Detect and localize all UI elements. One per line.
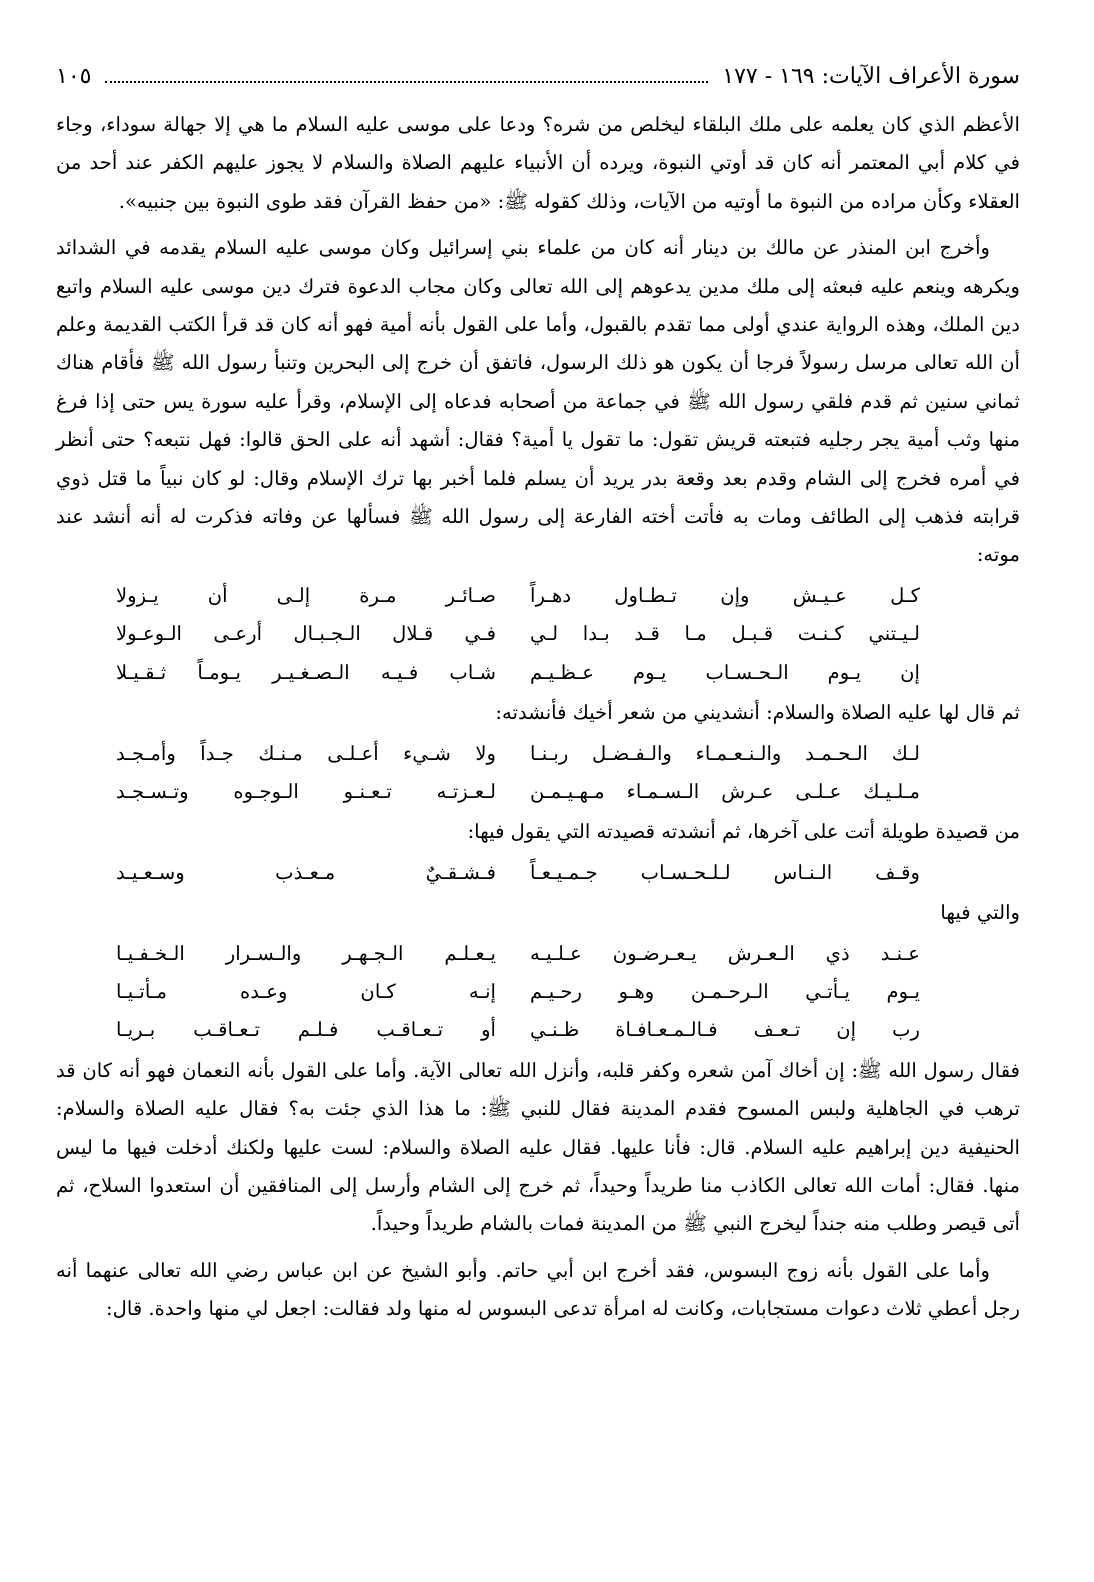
- paragraph-1: الأعظم الذي كان يعلمه على ملك البلقاء ليخلص من شره؟ ودعا على موسى عليه السلام ما هي إلا جهالة سوداء، وجاء في كلام أبي المعتمر أنه كان قد أوتي النبوة، ويرده أن الأنبياء عليهم الصلاة والسلام لا يجوز عليهم الكفر عند أحد من العقلاء وكأن مراده من النبوة ما أوتيه من الآيات، وذلك كقوله ﷺ: «من حفظ القرآن فقد طوى النبوة بين جنبيه».: [56, 113, 1020, 213]
- paragraph-4: وأما على القول بأنه زوج البسوس، فقد أخرج ابن أبي حاتم. وأبو الشيخ عن ابن عباس رضي الله تعالى عنهما أنه رجل أعطي ثلاث دعوات مستجابات، وكانت له امرأة تدعى البسوس له منها ولد فقالت: اجعل لي منها واحدة. قال:: [56, 1258, 1020, 1321]
- paragraph-2: وأخرج ابن المنذر عن مالك بن دينار أنه كان من علماء بني إسرائيل وكان موسى عليه السلام يقدمه في الشدائد ويكرهه وينعم عليه فبعثه إلى ملك مدين يدعوهم إلى الله تعالى وكان مجاب الدعوة فترك دين موسى عليه السلام واتبع دين الملك، وهذه الرواية عندي أولى مما تقدم بالقبول، وأما على القول بأنه أمية فهو أنه كان قد قرأ الكتب القديمة وعلم أن الله تعالى مرسل رسولاً فرجا أن يكون هو ذلك الرسول، فاتفق أن خرج إلى البحرين وتنبأ رسول الله ﷺ فأقام هناك ثماني سنين ثم قدم فلقي رسول الله ﷺ في جماعة من أصحابه فدعاه إلى الإسلام، وقرأ عليه سورة يس حتى إذا فرغ منها وثب أمية يجر رجليه فتبعته قريش تقول: ما تقول يا أمية؟ فقال: أشهد أنه على الحق قالوا: فهل نتبعه؟ حتى أنظر في أمره فخرج إلى الشام وقدم بعد وقعة بدر يريد أن يسلم فلما أخبر بها ترك الإسلام وقال: لو كان نبياً ما قتل ذوي قرابته فذهب إلى الطائف ومات به فأتت أخته الفارعة إلى رسول الله ﷺ فسألها عن وفاته فذكرت له أنه أنشد عند موته:: [56, 236, 1020, 567]
- verse-first-hemistich: لـيـتني كـنـت قـبـل مـا قـد بـدا لـي: [530, 622, 920, 646]
- page-number: ١٠٥: [56, 64, 92, 89]
- verse-line: [56, 615, 1020, 653]
- running-header: [56, 62, 1020, 92]
- poem-block-1: [56, 577, 1020, 692]
- verse-second-hemistich: ولا شـيء أعـلـى مـنـك جـداً وأمـجـد: [116, 741, 496, 765]
- poem-intro-2: ثم قال لها عليه الصلاة والسلام: أنشديني من شعر أخيك فأنشدته:: [495, 701, 1020, 725]
- poem-intro-3: من قصيدة طويلة أتت على آخرها، ثم أنشدته قصيدته التي يقول فيها:: [467, 820, 1020, 844]
- verse-second-hemistich: لـعـزتـه تـعـنـو الـوجـوه وتـسـجـد: [116, 779, 496, 803]
- poem-intro-4: والتي فيها: [940, 901, 1020, 925]
- verse-first-hemistich: لـك الـحـمـد والـنـعـمـاء والـفـضـل ربـنـا: [530, 741, 920, 765]
- verse-first-hemistich: يـوم يـأتـي الـرحـمـن وهـو رحـيـم: [530, 979, 920, 1003]
- surah-title: سورة الأعراف الآيات: ١٦٩ - ١٧٧: [722, 64, 1020, 89]
- verse-line: [56, 773, 1020, 811]
- verse-second-hemistich: فـشـقـيٌ مـعـذب وسـعـيـد: [116, 860, 496, 884]
- verse-second-hemistich: صـائـر مـرة إلـى أن يـزولا: [116, 583, 496, 607]
- verse-second-hemistich: إنـه كـان وعـده مـأتـيـا: [116, 979, 496, 1003]
- verse-second-hemistich: فـي قـلال الـجـبـال أرعـى الـوعـولا: [116, 622, 496, 646]
- paragraph-3: فقال رسول الله ﷺ: إن أخاك آمن شعره وكفر قلبه، وأنزل الله تعالى الآية. وأما على القول بأنه النعمان فهو أنه كان قد ترهب في الجاهلية ولبس المسوح فقدم المدينة فقال للنبي ﷺ: ما هذا الذي جئت به؟ فقال عليه الصلاة والسلام: الحنيفية دين إبراهيم عليه السلام. قال: فأنا عليها. فقال عليه الصلاة والسلام: لست عليها ولكنك أدخلت فيها ما ليس منها. فقال: أمات الله تعالى الكاذب منا طريداً وحيداً، ثم خرج إلى الشام وأرسل إلى المنافقين أن استعدوا السلاح، ثم أتى قيصر وطلب منه جنداً ليخرج النبي ﷺ من المدينة فمات بالشام طريداً وحيداً.: [56, 1058, 1020, 1236]
- verse-first-hemistich: وقـف الـنـاس لـلـحـسـاب جـمـيـعـاً: [530, 860, 920, 884]
- verse-first-hemistich: إن يـوم الـحـسـاب يـوم عـظـيـم: [530, 660, 920, 684]
- leader-dots: [105, 81, 708, 83]
- verse-line: [56, 577, 1020, 615]
- verse-first-hemistich: كـل عـيـش وإن تـطـاول دهـراً: [530, 583, 920, 607]
- verse-line: [56, 1011, 1020, 1049]
- verse-first-hemistich: مـلـيـك عـلـى عـرش الـسـمـاء مـهـيـمـن: [530, 779, 920, 803]
- poem-block-4: [56, 935, 1020, 1050]
- verse-line: [56, 654, 1020, 692]
- verse-second-hemistich: أو تـعـاقـب فـلـم تـعـاقـب بـريـا: [116, 1018, 496, 1042]
- verse-line: [56, 735, 1020, 773]
- poem-block-3: [56, 854, 1020, 892]
- verse-line: [56, 973, 1020, 1011]
- verse-second-hemistich: شـاب فـيـه الـصـغـيـر يـومـاً ثـقـيـلا: [116, 660, 496, 684]
- verse-line: [56, 935, 1020, 973]
- verse-line: [56, 854, 1020, 892]
- poem-block-2: [56, 735, 1020, 812]
- verse-second-hemistich: يـعـلـم الـجـهـر والـسـرار الـخـفـيـا: [116, 941, 496, 965]
- verse-first-hemistich: عـنـد ذي الـعـرش يـعـرضـون عـلـيـه: [530, 941, 920, 965]
- verse-first-hemistich: رب إن تـعـف فـالـمـعـافـاة ظـنـي: [530, 1018, 920, 1042]
